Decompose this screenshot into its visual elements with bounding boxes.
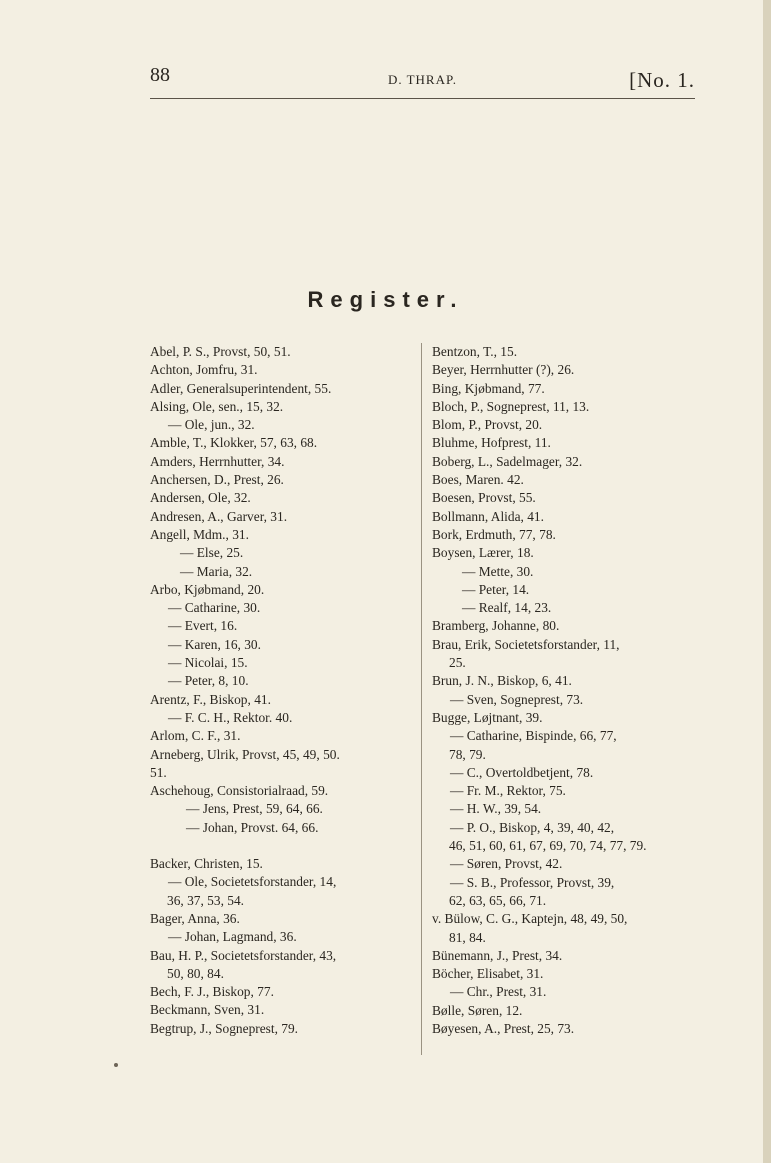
index-entry: — Realf, 14, 23. <box>462 600 552 616</box>
index-entry: Bing, Kjøbmand, 77. <box>432 380 545 396</box>
index-entry: Abel, P. S., Provst, 50, 51. <box>150 344 291 359</box>
index-entry: — P. O., Biskop, 4, 39, 40, 42, <box>450 819 615 835</box>
running-header <box>150 62 695 100</box>
index-entry: Backer, Christen, 15. <box>150 856 263 872</box>
index-entry: Amble, T., Klokker, 57, 63, 68. <box>150 435 318 451</box>
index-entry: Achton, Jomfru, 31. <box>150 362 258 378</box>
index-entry: — Chr., Prest, 31. <box>450 984 547 1000</box>
ink-blot <box>114 1063 118 1067</box>
index-column-left <box>150 343 412 1038</box>
index-entry: Bøyesen, A., Prest, 25, 73. <box>432 1020 575 1036</box>
index-entry: 46, 51, 60, 61, 67, 69, 70, 74, 77, 79. <box>449 838 647 854</box>
index-entry: 50, 80, 84. <box>167 965 224 981</box>
index-entry: — Karen, 16, 30. <box>168 636 261 652</box>
index-column-right <box>432 343 696 1038</box>
index-entry: Anchersen, D., Prest, 26. <box>150 472 284 488</box>
index-entry: — Johan, Lagmand, 36. <box>168 929 297 945</box>
index-entry: Arbo, Kjøbmand, 20. <box>150 581 265 597</box>
index-entry: — Evert, 16. <box>168 618 238 634</box>
index-entry: Bünemann, J., Prest, 34. <box>432 947 563 963</box>
index-entry: Boes, Maren. 42. <box>432 472 524 488</box>
index-entry: Böcher, Elisabet, 31. <box>432 966 544 982</box>
index-entry: Adler, Generalsuperintendent, 55. <box>150 380 332 396</box>
index-entry: — Ole, Societetsforstander, 14, <box>168 874 337 890</box>
running-author: D. THRAP. <box>387 72 458 87</box>
index-entry: Beyer, Herrnhutter (?), 26. <box>432 362 575 378</box>
index-entry: 81, 84. <box>449 929 486 945</box>
index-entry: — Johan, Provst. 64, 66. <box>186 819 319 835</box>
index-entry: — Sven, Sogneprest, 73. <box>450 691 584 707</box>
index-entry: — Else, 25. <box>180 545 244 561</box>
index-entry: Arneberg, Ulrik, Provst, 45, 49, 50. <box>150 746 340 762</box>
index-entry: — Maria, 32. <box>180 563 253 579</box>
page-number: 88 <box>150 64 170 86</box>
index-entry: — Jens, Prest, 59, 64, 66. <box>186 801 323 817</box>
index-entry: Brun, J. N., Biskop, 6, 41. <box>432 673 572 689</box>
index-entry: Bork, Erdmuth, 77, 78. <box>432 526 556 542</box>
index-entry: Bloch, P., Sogneprest, 11, 13. <box>432 398 590 414</box>
index-entry: 62, 63, 65, 66, 71. <box>449 892 547 908</box>
index-entry: v. Bülow, C. G., Kaptejn, 48, 49, 50, <box>432 911 628 927</box>
index-entry: Bech, F. J., Biskop, 77. <box>150 984 274 1000</box>
index-entry: — Fr. M., Rektor, 75. <box>450 783 566 799</box>
index-entry: — Mette, 30. <box>462 563 534 579</box>
index-entry: — F. C. H., Rektor. 40. <box>168 709 293 725</box>
index-entry: — H. W., 39, 54. <box>450 801 542 817</box>
header-rule <box>150 98 695 99</box>
issue-label: [No. 1. <box>629 68 695 92</box>
index-entry: Blom, P., Provst, 20. <box>432 417 543 433</box>
index-entry: — Catharine, Bispinde, 66, 77, <box>450 728 617 744</box>
index-entry: Alsing, Ole, sen., 15, 32. <box>150 398 284 414</box>
index-entry: Bugge, Løjtnant, 39. <box>432 709 543 725</box>
index-entry: Bentzon, T., 15. <box>432 344 518 359</box>
index-entry: 36, 37, 53, 54. <box>167 892 244 908</box>
index-entry: Andresen, A., Garver, 31. <box>150 508 288 524</box>
index-entry: Boesen, Provst, 55. <box>432 490 536 506</box>
index-entry: — Peter, 8, 10. <box>168 673 249 689</box>
index-entry: Amders, Herrnhutter, 34. <box>150 453 285 469</box>
index-entry: Boysen, Lærer, 18. <box>432 545 534 561</box>
index-entry: — C., Overtoldbetjent, 78. <box>450 764 594 780</box>
index-entry: — Catharine, 30. <box>168 600 261 616</box>
page-edge <box>763 0 771 1163</box>
index-entry: Bager, Anna, 36. <box>150 910 240 926</box>
index-entry: 51. <box>150 764 167 780</box>
index-entry: Bølle, Søren, 12. <box>432 1002 523 1018</box>
index-entry: Bollmann, Alida, 41. <box>432 508 544 524</box>
index-entry: — Peter, 14. <box>462 581 530 597</box>
index-entry: Andersen, Ole, 32. <box>150 490 251 506</box>
index-entry: Arentz, F., Biskop, 41. <box>150 691 271 707</box>
index-entry: Brau, Erik, Societetsforstander, 11, <box>432 636 620 652</box>
index-entry: 78, 79. <box>449 746 486 762</box>
index-entry: Bluhme, Hofprest, 11. <box>432 435 551 451</box>
index-entry: — Nicolai, 15. <box>168 655 248 671</box>
index-entry: — Søren, Provst, 42. <box>450 856 563 872</box>
column-divider <box>421 343 422 1055</box>
index-entry: — Ole, jun., 32. <box>168 417 255 433</box>
index-entry: — S. B., Professor, Provst, 39, <box>450 874 615 890</box>
index-entry: Begtrup, J., Sogneprest, 79. <box>150 1020 299 1036</box>
page-title: Register. <box>307 287 464 312</box>
index-entry: Beckmann, Sven, 31. <box>150 1002 265 1018</box>
index-entry: Bau, H. P., Societetsforstander, 43, <box>150 947 337 963</box>
index-entry: Arlom, C. F., 31. <box>150 728 241 744</box>
index-entry: Angell, Mdm., 31. <box>150 526 249 542</box>
index-entry: Boberg, L., Sadelmager, 32. <box>432 453 583 469</box>
index-entry: Bramberg, Johanne, 80. <box>432 618 560 634</box>
index-entry: 25. <box>449 655 466 671</box>
index-entry: Aschehoug, Consistorialraad, 59. <box>150 783 329 799</box>
